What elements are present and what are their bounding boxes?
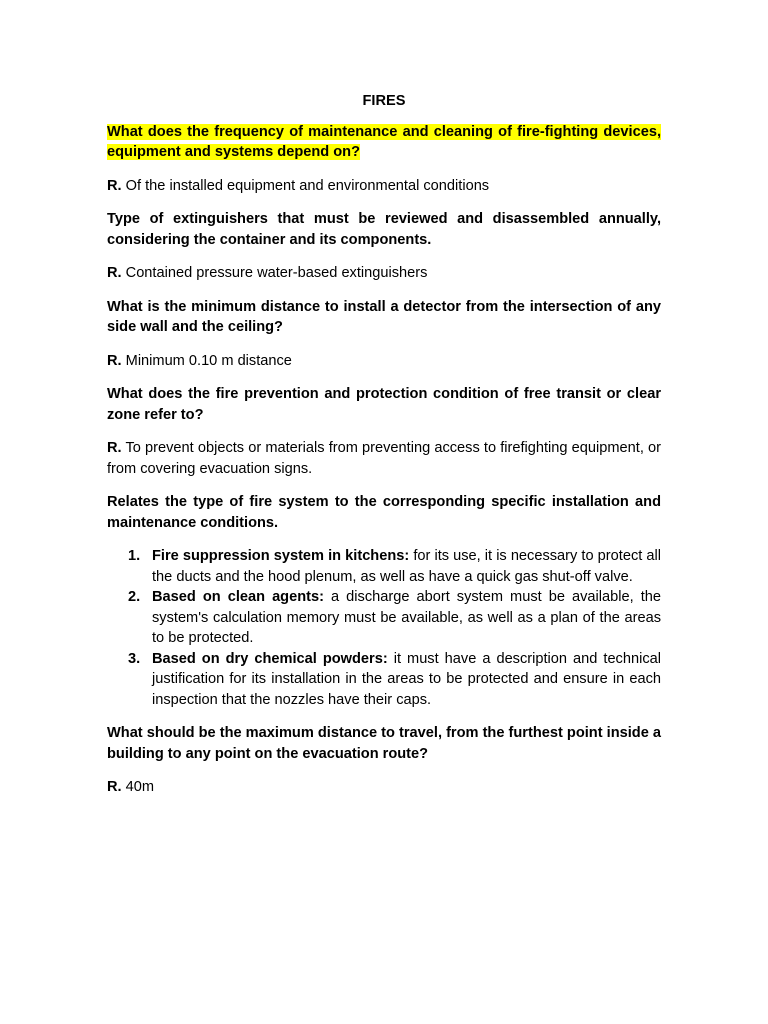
answer-1-text: Of the installed equipment and environmental conditions (125, 177, 490, 194)
answer-1 (107, 176, 661, 197)
answer-prefix: R. (107, 352, 122, 369)
answer-prefix: R. (107, 440, 122, 456)
question-1 (107, 122, 661, 163)
answer-prefix: R. (107, 265, 122, 281)
answer-2-text: Contained pressure water-based extinguishers (125, 265, 428, 281)
list-item-lead: Based on clean agents: (152, 589, 324, 605)
fire-system-list (107, 546, 661, 710)
list-item-lead: Based on dry chemical powders: (152, 650, 388, 667)
question-4: What does the fire prevention and protection condition of free transit or clear zone refer to? (107, 386, 661, 423)
question-5: Relates the type of fire system to the corresponding specific installation and maintenance conditions. (107, 494, 661, 531)
answer-4-text: To prevent objects or materials from preventing access to firefighting equipment, or from covering evacuation signs. (107, 440, 661, 477)
answer-6 (107, 777, 661, 798)
question-1-highlighted-text: What does the frequency of maintenance and cleaning of fire-fighting devices, equipment and systems depend on? (107, 123, 661, 160)
question-2: Type of extinguishers that must be reviewed and disassembled annually, considering the container and its components. (107, 211, 661, 248)
list-item-text: for its use, it is necessary to protect all the ducts and the hood plenum, as well as have a quick gas shut-off valve. (152, 548, 661, 585)
list-item-lead: Fire suppression system in kitchens: (152, 548, 410, 564)
list-item-text: a discharge abort system must be available, the system's calculation memory must be available, as well as a plan of the areas to be protected. (152, 589, 661, 646)
document-title: FIRES (362, 93, 406, 109)
list-item (128, 649, 661, 711)
answer-prefix: R. (107, 779, 122, 795)
list-item-number: 3. (128, 650, 141, 667)
list-item-number: 1. (128, 548, 141, 564)
question-6: What should be the maximum distance to travel, from the furthest point inside a building to any point on the evacuation route? (107, 725, 661, 762)
answer-prefix: R. (107, 177, 122, 194)
answer-3-text: Minimum 0.10 m distance (125, 352, 292, 369)
list-item-text: it must have a description and technical justification for its installation in the areas to be protected and ensure in each inspection that the nozzles have their caps. (152, 650, 661, 708)
answer-6-text: 40m (125, 779, 155, 795)
answer-4 (107, 438, 661, 479)
question-3: What is the minimum distance to install a detector from the intersection of any side wall and the ceiling? (107, 298, 661, 335)
answer-3 (107, 351, 661, 372)
answer-2 (107, 263, 661, 284)
list-item (128, 587, 661, 649)
list-item-number: 2. (128, 589, 141, 605)
list-item (128, 546, 661, 587)
